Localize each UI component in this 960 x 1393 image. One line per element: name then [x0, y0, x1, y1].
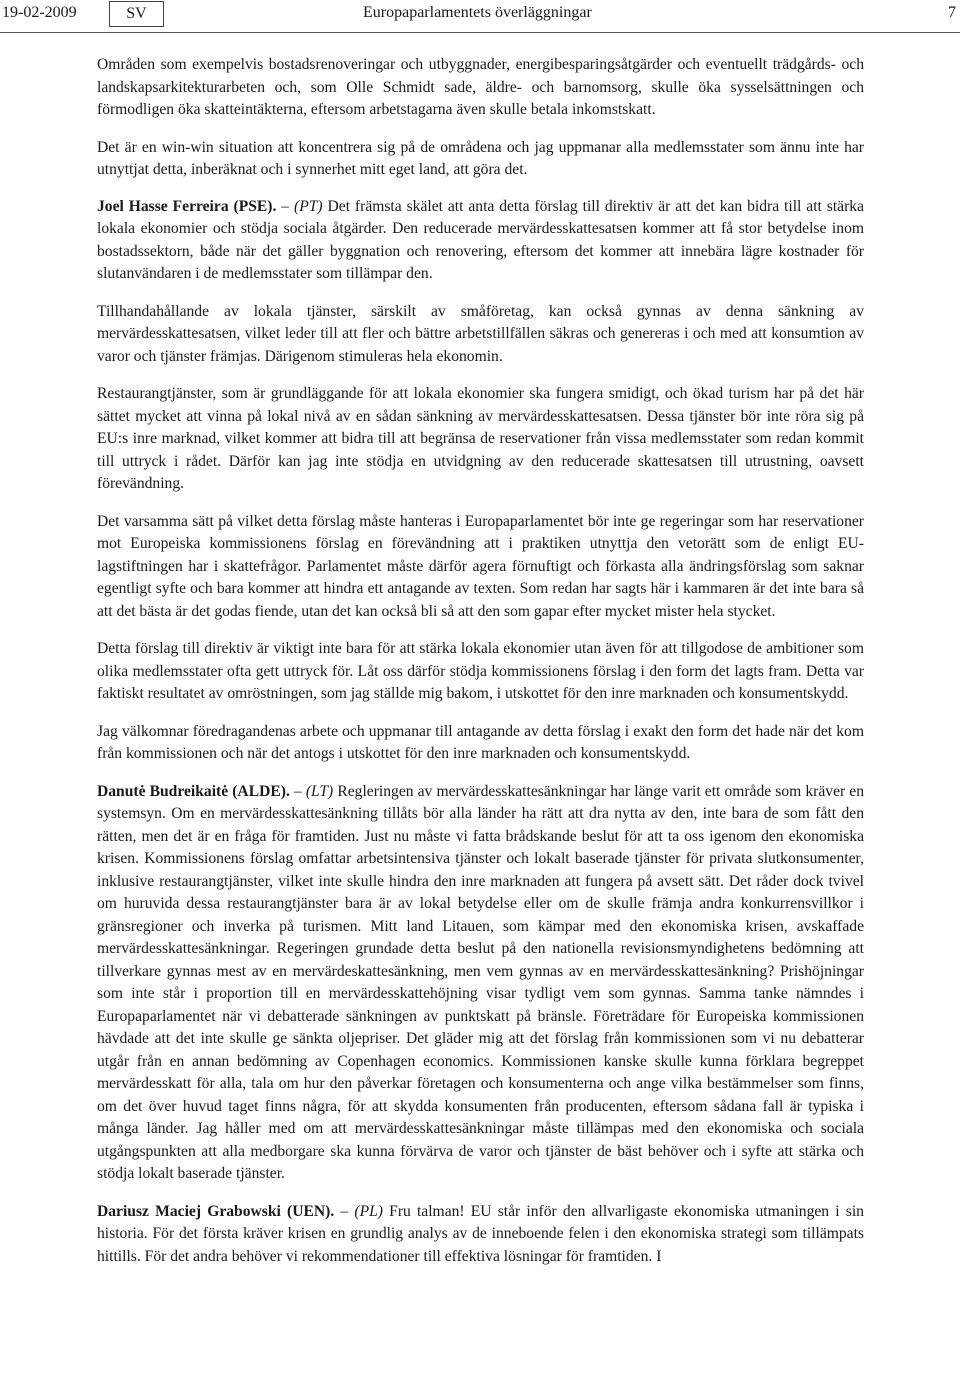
language-code: (LT)	[305, 782, 334, 800]
paragraph-text: Områden som exempelvis bostadsrenoveringar och utbyggnader, energibesparingsåtgärder och eventuellt trädgårds- och landskapsarkitekturarbeten och, som Olle Schmidt sade, äldre- och barnomsorg, skulle öka sysselsättningen och förmodligen öka skatteintäkterna, eftersom arbetstagarna även skulle betala inkomstskatt.	[97, 56, 864, 118]
paragraph-text: Det är en win-win situation att koncentrera sig på de områdena och jag uppmanar alla medlemsstater som ännu inte har utnyttjat detta, inberäknat och i synnerhet mitt eget land, att göra det.	[97, 138, 864, 178]
paragraph	[97, 54, 864, 122]
paragraph-text: Detta förslag till direktiv är viktigt inte bara för att stärka lokala ekonomier utan även för att tillgodose de ambitioner som olika medlemsstater ofta gett uttryck för. Låt oss därför stödja kommissionens förslag i den form det lagts fram. Detta var faktiskt resultatet av omröstningen, som jag ställde mig bakom, i utskottet för den inre marknaden och konsumentskydd.	[97, 640, 864, 702]
paragraph-text: Tillhandahållande av lokala tjänster, särskilt av småföretag, kan också gynnas av denna sänkning av mervärdesskattesatsen, vilket leder till att fler och bättre arbetstillfällen säkras och genereras i och med att konsumtion av varor och tjänster främjas. Därigenom stimuleras hela ekonomin.	[97, 302, 864, 365]
paragraph	[97, 638, 864, 706]
language-code: (PL)	[354, 1202, 383, 1220]
speaker-name: Dariusz Maciej Grabowski (UEN).	[97, 1202, 335, 1220]
paragraph-text: Jag välkomnar föredragandenas arbete och uppmanar till antagande av detta förslag i exakt den form det hade när det kom från kommissionen och när det antogs i utskottet för den inre marknaden och konsumentskydd.	[97, 722, 864, 762]
speaker-name: Danutė Budreikaitė (ALDE).	[97, 782, 290, 800]
header-date: 19-02-2009	[2, 4, 77, 21]
paragraph-text: Fru talman! EU står inför den allvarligaste ekonomiska utmaningen i sin historia. För det första kräver krisen en grundlig analys av de inneboende felen i den ekonomiska strategi som tillämpats hittills. För det andra behöver vi rekommendationer till effektiva lösningar för framtiden. I	[97, 1202, 864, 1265]
paragraph-text: Regleringen av mervärdesskattesänkningar har länge varit ett område som kräver en systemsyn. Om en mervärdesskattesänkning tillåts bör alla länder ha rätt att dra nytta av den, inte bara de som fått den rätten, men det är en fråga för framtiden. Just nu måste vi fatta brådskande beslut för att ta oss igenom den ekonomiska krisen. Kommissionens förslag omfattar arbetsintensiva tjänster och lokalt baserade tjänster för privata slutkonsumenter, inklusive restaurangtjänster, vilket inte skulle hindra den inre marknaden att fungera på avsett sätt. Det råder dock tvivel om huruvida dessa restaurangtjänster bara är av lokal betydelse eller om de skulle främja andra konkurrensvillkor i gränsregioner och inverka på turismen. Mitt land Litauen, som kämpar med den ekonomiska krisen, avskaffade mervärdesskattesänkningar. Regeringen grundade detta beslut på den nationella revisionsmyndighetens bedömning att tillverkare gynnas mest av en mervärdeskattesänkning, men vem gynnas av en mervärdesskattesänkning? Prishöjningar som inte står i proportion till en mervärdesskattehöjning visar tydligt vem som gynnas. Samma tanke nämndes i Europaparlamentet när vi debatterade sänkningen av punktskatt på bränsle. Företrädare för Europeiska kommissionen hävdade att det inte skulle ge sänkta oljepriser. Det gläder mig att det förslag från kommissionen som vi nu debatterar utgår från en annan bedömning av Copenhagen economics. Kommissionen kanske skulle kunna förklara begreppet mervärdesskatt för alla, tala om hur den påverkar företagen och konsumenterna och ange vilka bestämmelser som finns, om det över huvud taget finns några, för att skydda konsumenten från producenten, eftersom sådana fall är typiska i många länder. Jag håller med om att mervärdesskattesänkningar måste tillämpas med den ekonomiska och sociala utgångspunkten att alla medborgare ska kunna förvärva de varor och tjänster de bäst behöver och i syfte att stärka och stödja lokalt baserade tjänster.	[97, 782, 864, 1182]
language-code: (PT)	[294, 197, 323, 215]
speaker-name: Joel Hasse Ferreira (PSE).	[97, 197, 277, 215]
speech-paragraph: Dariusz Maciej Grabowski (UEN). – (PL) Fru talman! EU står inför den allvarligaste ekonomiska utmaningen i sin historia. För det första kräver krisen en grundlig analys av de inneboende felen i den ekonomiska strategi som tillämpats hittills. För det andra behöver vi rekommendationer till effektiva lösningar för framtiden. I	[97, 1202, 864, 1265]
paragraph	[97, 137, 864, 182]
document-title: Europaparlamentets överläggningar	[363, 4, 592, 21]
paragraph	[97, 511, 864, 624]
paragraph	[97, 301, 864, 369]
speech-paragraph: Danutė Budreikaitė (ALDE). – (LT) Regleringen av mervärdesskattesänkningar har länge varit ett område som kräver en systemsyn. Om en mervärdesskattesänkning tillåts bör alla länder ha rätt att dra nytta av den, inte bara de som fått den rätten, men det är en fråga för framtiden. Just nu måste vi fatta brådskande beslut för att ta oss igenom den ekonomiska krisen. Kommissionens förslag omfattar arbetsintensiva tjänster och lokalt baserade tjänster för privata slutkonsumenter, inklusive restaurangtjänster, vilket inte skulle hindra den inre marknaden att fungera på avsett sätt. Det råder dock tvivel om huruvida dessa restaurangtjänster bara är av lokal betydelse eller om de skulle främja andra konkurrensvillkor i gränsregioner och inverka på turismen. Mitt land Litauen, som kämpar med den ekonomiska krisen, avskaffade mervärdesskattesänkningar. Regeringen grundade detta beslut på den nationella revisionsmyndighetens bedömning att tillverkare gynnas mest av en mervärdeskattesänkning, men vem gynnas av en mervärdesskattesänkning? Prishöjningar som inte står i proportion till en mervärdesskattehöjning visar tydligt vem som gynnas. Samma tanke nämndes i Europaparlamentet när vi debatterade sänkningen av punktskatt på bränsle. Företrädare för Europeiska kommissionen hävdade att det inte skulle ge sänkta oljepriser. Det gläder mig att det förslag från kommissionen som vi nu debatterar utgår från en annan bedömning av Copenhagen economics. Kommissionen kanske skulle kunna förklara begreppet mervärdesskatt för alla, tala om hur den påverkar företagen och konsumenterna och ange vilka bestämmelser som finns, om det över huvud taget finns några, för att skydda konsumenten från producenten, eftersom sådana fall är typiska i många länder. Jag håller med om att mervärdesskattesänkningar måste tillämpas med den ekonomiska och sociala utgångspunkten att alla medborgare ska kunna förvärva de varor och tjänster de bäst behöver och i syfte att stärka och stödja lokalt baserade tjänster.	[97, 782, 864, 1182]
speech-paragraph: Joel Hasse Ferreira (PSE). – (PT) Det främsta skälet att anta detta förslag till direktiv är att det kan bidra till att stärka lokala ekonomier och stödja sociala åtgärder. Den reducerade mervärdesskattesatsen kommer att få stor betydelse inom bostadssektorn, både när det gäller byggnation och renovering, eftersom det kommer att innebära lägre kostnader för slutanvändaren i de medlemsstater som tillämpar den.	[97, 197, 865, 282]
document-body	[97, 54, 864, 1283]
language-badge: SV	[109, 1, 164, 27]
paragraph-text: Det främsta skälet att anta detta förslag till direktiv är att det kan bidra till att stärka lokala ekonomier och stödja sociala åtgärder. Den reducerade mervärdesskattesatsen kommer att få stor betydelse inom bostadssektorn, både när det gäller byggnation och renovering, eftersom det kommer att innebära lägre kostnader för slutanvändaren i de medlemsstater som tillämpar den.	[97, 197, 865, 282]
paragraph-text: Restaurangtjänster, som är grundläggande för att lokala ekonomier ska fungera smidigt, och ökad turism har på det här sättet mycket att vinna på lokal nivå av en sådan sänkning av mervärdesskattesatsen. Dessa tjänster bör inte röra sig på EU:s inre marknad, vilket kommer att bidra till att begränsa de reservationer från vissa medlemsstater som redan kommit till uttryck i rådet. Därför kan jag inte stödja en utvidgning av den reducerade skattesatsen till utrustning, oavsett förevändning.	[97, 385, 864, 492]
paragraph	[97, 721, 864, 766]
page-header	[0, 0, 960, 33]
paragraph	[97, 383, 864, 496]
page-number: 7	[948, 4, 956, 21]
paragraph-text: Det varsamma sätt på vilket detta förslag måste hanteras i Europaparlamentet bör inte ge regeringar som har reservationer mot Europeiska kommissionens förslag en förevändning att i praktiken utnyttja den vetorätt som de enligt EU-lagstiftningen har i skattefrågor. Parlamentet måste därför agera förnuftigt och förkasta alla ändringsförslag som saknar egentligt syfte och bara kommer att hindra ett antagande av texten. Som redan har sagts här i kammaren är det inte bara så att det bästa är det godas fiende, utan det kan också bli så att den som gapar efter mycket mister hela stycket.	[97, 512, 864, 620]
